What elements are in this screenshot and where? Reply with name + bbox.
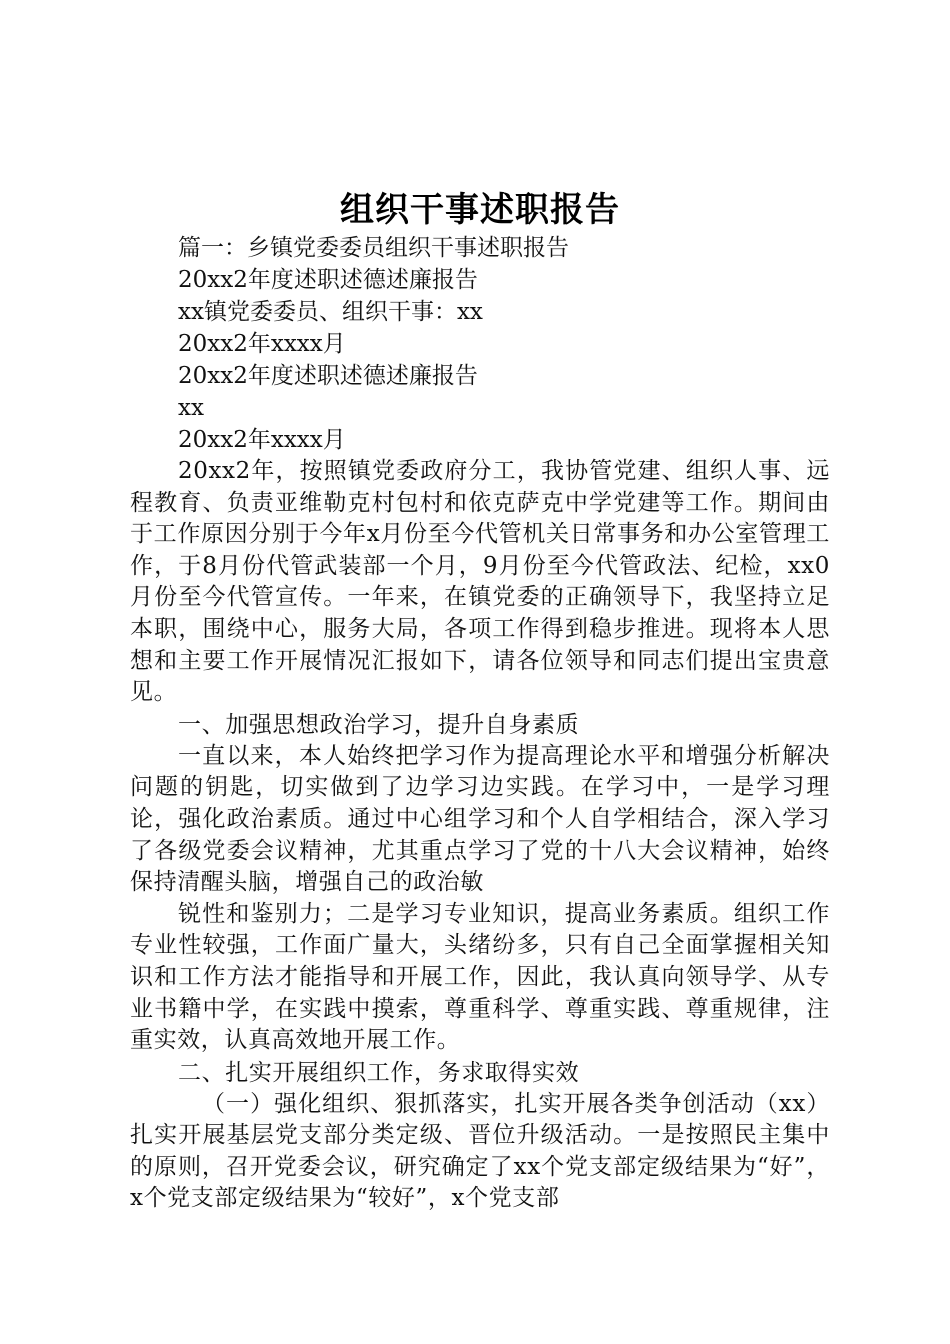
document-page (130, 188, 830, 1215)
header-line-name: xx (178, 395, 204, 421)
header-line-author: xx镇党委委员、组织干事：xx (178, 299, 483, 325)
intro-paragraph: 20xx2年，按照镇党委政府分工，我协管党建、组织人事、远程教育、负责亚维勒克村包村和依克萨克中学党建等工作。期间由于工作原因分别于今年x月份至今代管机关日常事务和办公室管理工作，于8月份代管武装部一个月，9月份至今代管政法、纪检，xx0月份至今代管宣传。一年来，在镇党委的正确领导下，我坚持立足本职，围绕中心，服务大局，各项工作得到稳步推进。现将本人思想和主要工作开展情况汇报如下，请各位领导和同志们提出宝贵意见。 (130, 458, 830, 706)
header-line-date-repeat: 20xx2年xxxx月 (178, 427, 346, 453)
section-one-paragraph-a: 一直以来，本人始终把学习作为提高理论水平和增强分析解决问题的钥匙，切实做到了边学习边实践。在学习中，一是学习理论，强化政治素质。通过中心组学习和个人自学相结合，深入学习了各级党委会议精神，尤其重点学习了党的十八大会议精神，始终保持清醒头脑，增强自己的政治敏 (130, 742, 830, 896)
document-title: 组织干事述职报告 (340, 190, 620, 230)
header-line-report-title-repeat: 20xx2年度述职述德述廉报告 (178, 363, 478, 389)
section-one-heading: 一、加强思想政治学习，提升自身素质 (178, 711, 580, 738)
section-two-paragraph: （一）强化组织、狠抓落实，扎实开展各类争创活动（xx）扎实开展基层党支部分类定级、晋位升级活动。一是按照民主集中的原则，召开党委会议，研究确定了xx个党支部定级结果为“好”，x个党支部定级结果为“较好”，x个党支部 (130, 1090, 830, 1212)
section-two-heading: 二、扎实开展组织工作，务求取得实效 (178, 1059, 580, 1086)
header-line-article: 篇一：乡镇党委委员组织干事述职报告 (178, 235, 569, 261)
header-line-date: 20xx2年xxxx月 (178, 331, 346, 357)
section-one-paragraph-b: 锐性和鉴别力；二是学习专业知识，提高业务素质。组织工作专业性较强，工作面广量大，头绪纷多，只有自己全面掌握相关知识和工作方法才能指导和开展工作，因此，我认真向领导学、从专业书籍中学，在实践中摸索，尊重科学、尊重实践、尊重规律，注重实效，认真高效地开展工作。 (130, 900, 830, 1054)
header-line-report-title: 20xx2年度述职述德述廉报告 (178, 267, 478, 293)
